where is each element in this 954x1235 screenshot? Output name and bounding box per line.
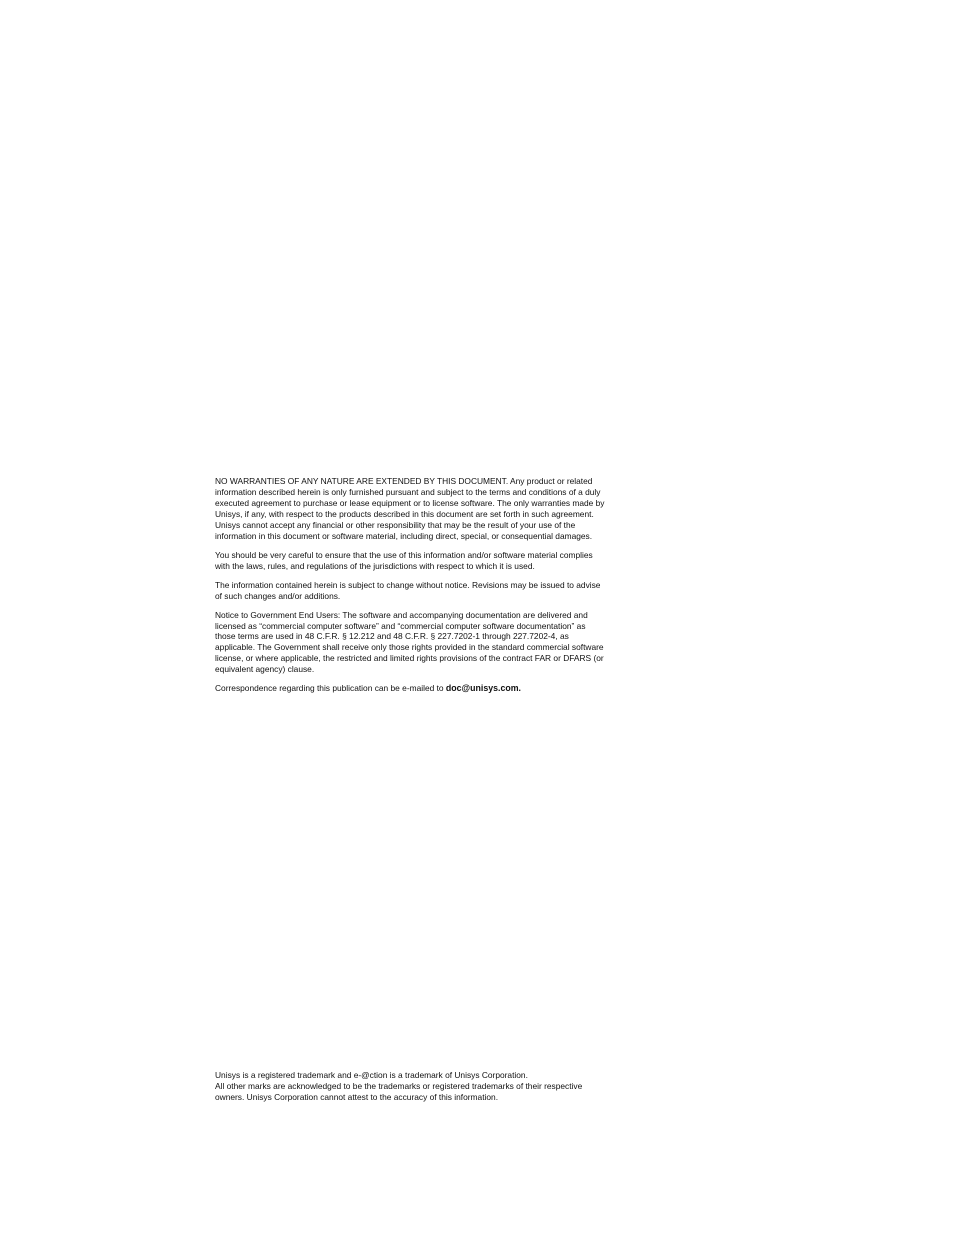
contact-email-link[interactable]: doc@unisys.com. (445, 683, 521, 694)
warranty-line: executed agreement to purchase or lease equipment or to license software. The only warranties made by (215, 497, 605, 508)
compliance-paragraph (215, 550, 660, 572)
government-notice-line: equivalent agency) clause. (215, 664, 315, 675)
trademark-notice-block (215, 1070, 660, 1103)
warranty-line: NO WARRANTIES OF ANY NATURE ARE EXTENDED BY THIS DOCUMENT. Any product or related (215, 476, 593, 486)
warranty-line: Unisys, if any, with respect to the products described in this document are set forth in such agreement. (215, 508, 594, 519)
change-notice-line: of such changes and/or additions. (215, 590, 341, 601)
correspondence-paragraph (215, 683, 660, 694)
government-notice-line: Notice to Government End Users: The software and accompanying documentation are delivered and (215, 609, 588, 620)
warranty-paragraph (215, 476, 660, 541)
government-notice-line: license, or where applicable, the restricted and limited rights provisions of the contract FAR or DFARS (or (215, 653, 604, 664)
correspondence-text: Correspondence regarding this publication can be e-mailed to (215, 683, 446, 694)
government-notice-line: applicable. The Government shall receive only those rights provided in the standard commercial software (215, 642, 604, 653)
trademark-line: Unisys is a registered trademark and e-@ction is a trademark of Unisys Corporation. (215, 1070, 528, 1080)
warranty-line: Unisys cannot accept any financial or other responsibility that may be the result of your use of the (215, 519, 576, 530)
compliance-line: You should be very careful to ensure that the use of this information and/or software material complies (215, 549, 593, 560)
government-notice-line: licensed as “commercial computer software” and “commercial computer software documentation” as (215, 620, 586, 631)
warranty-line: information described herein is only furnished pursuant and subject to the terms and conditions of a duly (215, 486, 601, 497)
change-notice-paragraph (215, 580, 660, 602)
warranty-line: information in this document or software material, including direct, special, or consequential damages. (215, 530, 593, 541)
government-notice-line: those terms are used in 48 C.F.R. § 12.212 and 48 C.F.R. § 227.7202-1 through 227.7202-4, as (215, 631, 569, 642)
change-notice-line: The information contained herein is subject to change without notice. Revisions may be issued to advise (215, 579, 601, 590)
trademark-line: All other marks are acknowledged to be the trademarks or registered trademarks of their respective (215, 1080, 583, 1091)
legal-notice-block (215, 476, 660, 702)
trademark-line: owners. Unisys Corporation cannot attest to the accuracy of this information. (215, 1091, 499, 1102)
government-notice-paragraph (215, 610, 660, 675)
compliance-line: with the laws, rules, and regulations of the jurisdictions with respect to which it is used. (215, 560, 535, 571)
